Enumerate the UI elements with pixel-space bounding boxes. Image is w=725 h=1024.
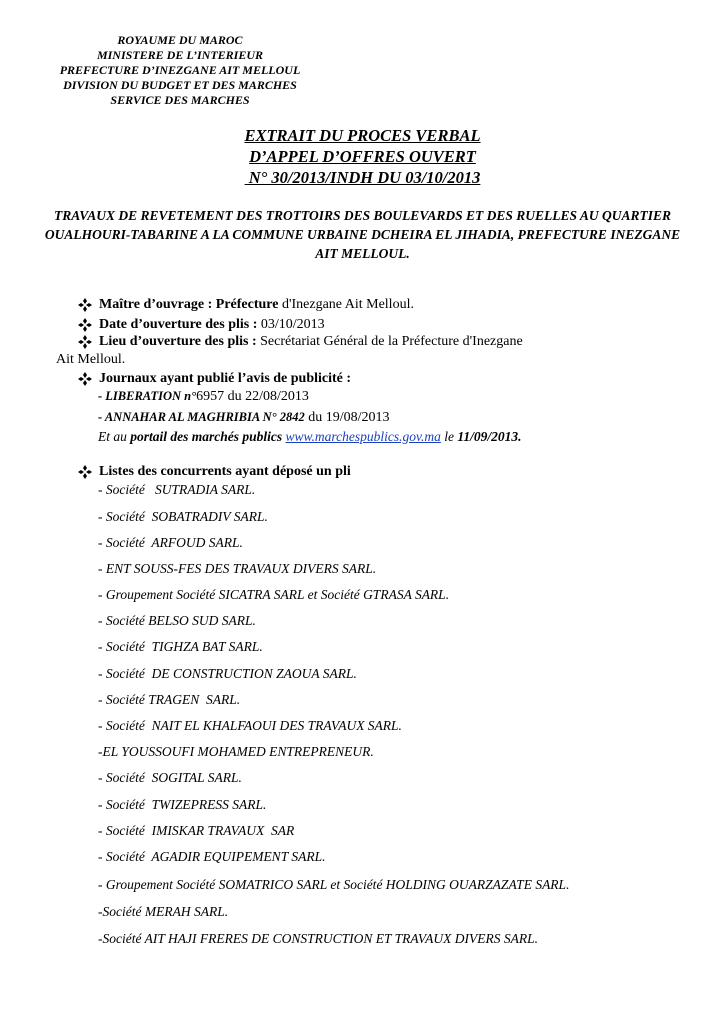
header-line-2: MINISTERE DE L’INTERIEUR <box>96 48 264 62</box>
subject-text: TRAVAUX DE REVETEMENT DES TROTTOIRS DES BOULEVARDS ET DES RUELLES AU QUARTIER OUALHOURI-TABARINE A LA COMMUNE URBAINE DCHEIRA EL JIHADIA, PREFECTURE INEZGANE AIT MELLOUL. <box>44 208 681 261</box>
concurrent-item: - Société AGADIR EQUIPEMENT SARL. <box>98 849 326 864</box>
portail-row <box>98 428 522 446</box>
date-ouverture-value: 03/10/2013 <box>257 317 325 332</box>
portail-prefix: Et au <box>98 429 131 444</box>
journal-annahar-details: du 19/08/2013 <box>304 410 390 425</box>
journal-liberation-name: - LIBERATION n° <box>98 389 197 403</box>
concurrent-item: - Société BELSO SUD SARL. <box>98 613 256 628</box>
header-line-1: ROYAUME DU MAROC <box>117 33 243 47</box>
portail-label: portail des marchés publics <box>130 429 283 444</box>
date-ouverture-label: Date d’ouverture des plis : <box>99 317 258 332</box>
lieu-ouverture-cont: Ait Melloul. <box>56 352 126 367</box>
concurrent-item: - Groupement Société SOMATRICO SARL et Société HOLDING OUARZAZATE SARL. <box>98 877 570 892</box>
journal-liberation-details: 6957 du 22/08/2013 <box>196 389 309 404</box>
concurrent-item: - ENT SOUSS-FES DES TRAVAUX DIVERS SARL. <box>98 561 377 576</box>
lieu-ouverture-row <box>78 333 523 351</box>
four-diamond-bullet-icon <box>78 335 92 349</box>
journal-annahar <box>98 408 390 427</box>
maitre-ouvrage-label: Maître d’ouvrage : Préfecture <box>99 297 279 312</box>
concurrent-item: - Société NAIT EL KHALFAOUI DES TRAVAUX SARL. <box>98 718 402 733</box>
concurrent-item: -EL YOUSSOUFI MOHAMED ENTREPRENEUR. <box>98 744 374 759</box>
title-line-1: EXTRAIT DU PROCES VERBAL <box>244 126 481 145</box>
concurrent-item: - Société SOBATRADIV SARL. <box>98 509 268 524</box>
concurrent-item: - Société SUTRADIA SARL. <box>98 482 256 497</box>
lieu-ouverture-label: Lieu d’ouverture des plis : <box>99 334 257 349</box>
four-diamond-bullet-icon <box>78 298 92 312</box>
title-line-2: D’APPEL D’OFFRES OUVERT <box>249 147 476 166</box>
concurrent-item: -Société MERAH SARL. <box>98 904 229 919</box>
portail-link[interactable]: www.marchespublics.gov.ma <box>285 429 441 444</box>
header-line-5: SERVICE DES MARCHES <box>110 93 250 107</box>
maitre-ouvrage-value: d'Inezgane Ait Melloul. <box>278 297 414 312</box>
portail-le: le <box>440 429 458 444</box>
four-diamond-bullet-icon <box>78 372 92 386</box>
header-line-4: DIVISION DU BUDGET ET DES MARCHES <box>63 78 297 92</box>
concurrents-label: Listes des concurrents ayant déposé un pli <box>99 464 351 479</box>
lieu-ouverture-value: Secrétariat Général de la Préfecture d'Inezgane <box>256 334 523 349</box>
four-diamond-bullet-icon <box>78 465 92 479</box>
title-line-3: N° 30/2013/INDH DU 03/10/2013 <box>244 168 481 187</box>
concurrent-item: -Société AIT HAJI FRERES DE CONSTRUCTION ET TRAVAUX DIVERS SARL. <box>98 931 539 946</box>
concurrent-item: - Groupement Société SICATRA SARL et Société GTRASA SARL. <box>98 587 450 602</box>
concurrent-item: - Société SOGITAL SARL. <box>98 770 242 785</box>
journaux-label: Journaux ayant publié l’avis de publicité : <box>99 371 352 386</box>
four-diamond-bullet-icon <box>78 318 92 332</box>
journaux-row <box>78 370 351 388</box>
header-line-3: PREFECTURE D’INEZGANE AIT MELLOUL <box>59 63 301 77</box>
journal-annahar-name: - ANNAHAR AL MAGHRIBIA N° 2842 <box>98 410 305 424</box>
journal-liberation <box>98 387 309 406</box>
concurrent-item: - Société TWIZEPRESS SARL. <box>98 797 267 812</box>
maitre-ouvrage-row <box>78 296 414 314</box>
concurrents-row <box>78 463 351 481</box>
concurrent-item: - Société TRAGEN SARL. <box>98 692 241 707</box>
concurrent-item: - Société IMISKAR TRAVAUX SAR <box>98 823 295 838</box>
date-ouverture-row <box>78 316 325 334</box>
concurrent-item: - Société TIGHZA BAT SARL. <box>98 639 263 654</box>
concurrent-item: - Société ARFOUD SARL. <box>98 535 243 550</box>
portail-date: 11/09/2013. <box>457 429 522 444</box>
concurrent-item: - Société DE CONSTRUCTION ZAOUA SARL. <box>98 666 357 681</box>
